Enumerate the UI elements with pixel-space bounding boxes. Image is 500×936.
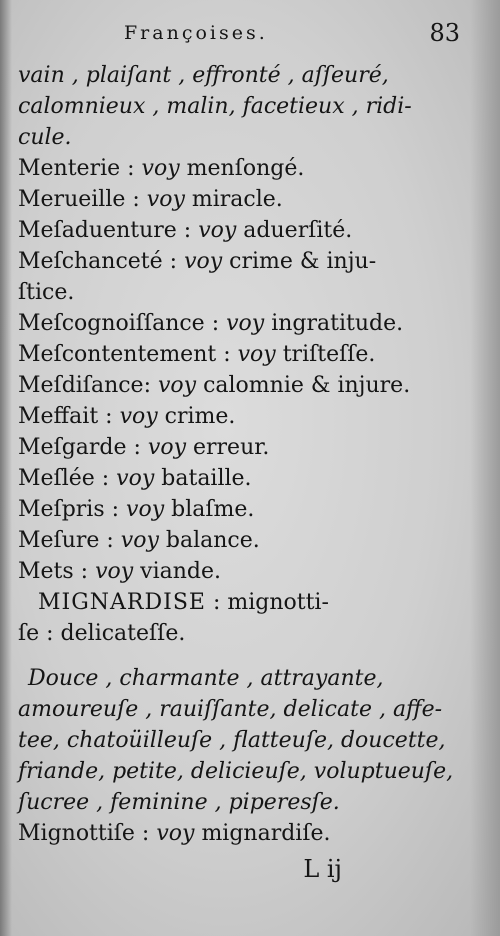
epithet-line: Douce , charmante , attrayante, — [28, 666, 384, 691]
epithet-line: ſucree , feminine , piperesſe. — [18, 790, 340, 815]
entry-line: Menterie : voy menſongé. — [18, 156, 305, 181]
entry-line: Meffait : voy crime. — [18, 404, 236, 429]
text-line: cule. — [18, 125, 72, 150]
entry-line: ſtice. — [18, 280, 75, 305]
entry-line: Meſaduenture : voy aduerſité. — [18, 218, 353, 243]
entry-line: Meſchanceté : voy crime & inju- — [18, 249, 377, 274]
text-line: vain , plaiſant , effronté , aſſeuré, — [18, 63, 389, 88]
entry-line: Meſcontentement : voy triſteſſe. — [18, 342, 376, 367]
entry-line: Meſpris : voy blaſme. — [18, 497, 255, 522]
entry-line: Meſdiſance: voy calomnie & injure. — [18, 373, 411, 398]
entry-line: Meſcognoiſſance : voy ingratitude. — [18, 311, 404, 336]
epithet-line: amoureuſe , rauiſſante, delicate , affe- — [18, 697, 443, 722]
page-number: 83 — [429, 19, 460, 47]
headword-line: MIGNARDISE : mignotti- — [38, 590, 329, 615]
headword: MIGNARDISE — [38, 590, 206, 615]
signature-mark: L ij — [303, 855, 342, 883]
running-head: Françoises. — [124, 22, 268, 44]
epithet-line: friande, petite, delicieuſe, voluptueuſe, — [18, 759, 454, 784]
entry-line: Meſgarde : voy erreur. — [18, 435, 270, 460]
epithet-line: tee, chatoüilleuſe , flatteuſe, doucette, — [18, 728, 446, 753]
gutter-shadow — [0, 0, 12, 936]
entry-line: Mignottiſe : voy mignardiſe. — [18, 821, 331, 846]
text-line: calomnieux , malin, facetieux , ridi- — [18, 94, 412, 119]
spacer — [18, 649, 460, 663]
entry-line: Meſure : voy balance. — [18, 528, 260, 553]
edge-shadow — [470, 0, 500, 936]
headword-line: ſe : delicateſſe. — [18, 621, 186, 646]
entry-line: Meſlée : voy bataille. — [18, 466, 252, 491]
entry-line: Mets : voy viande. — [18, 559, 222, 584]
entry-line: Merueille : voy miracle. — [18, 187, 283, 212]
page-header — [18, 19, 460, 60]
